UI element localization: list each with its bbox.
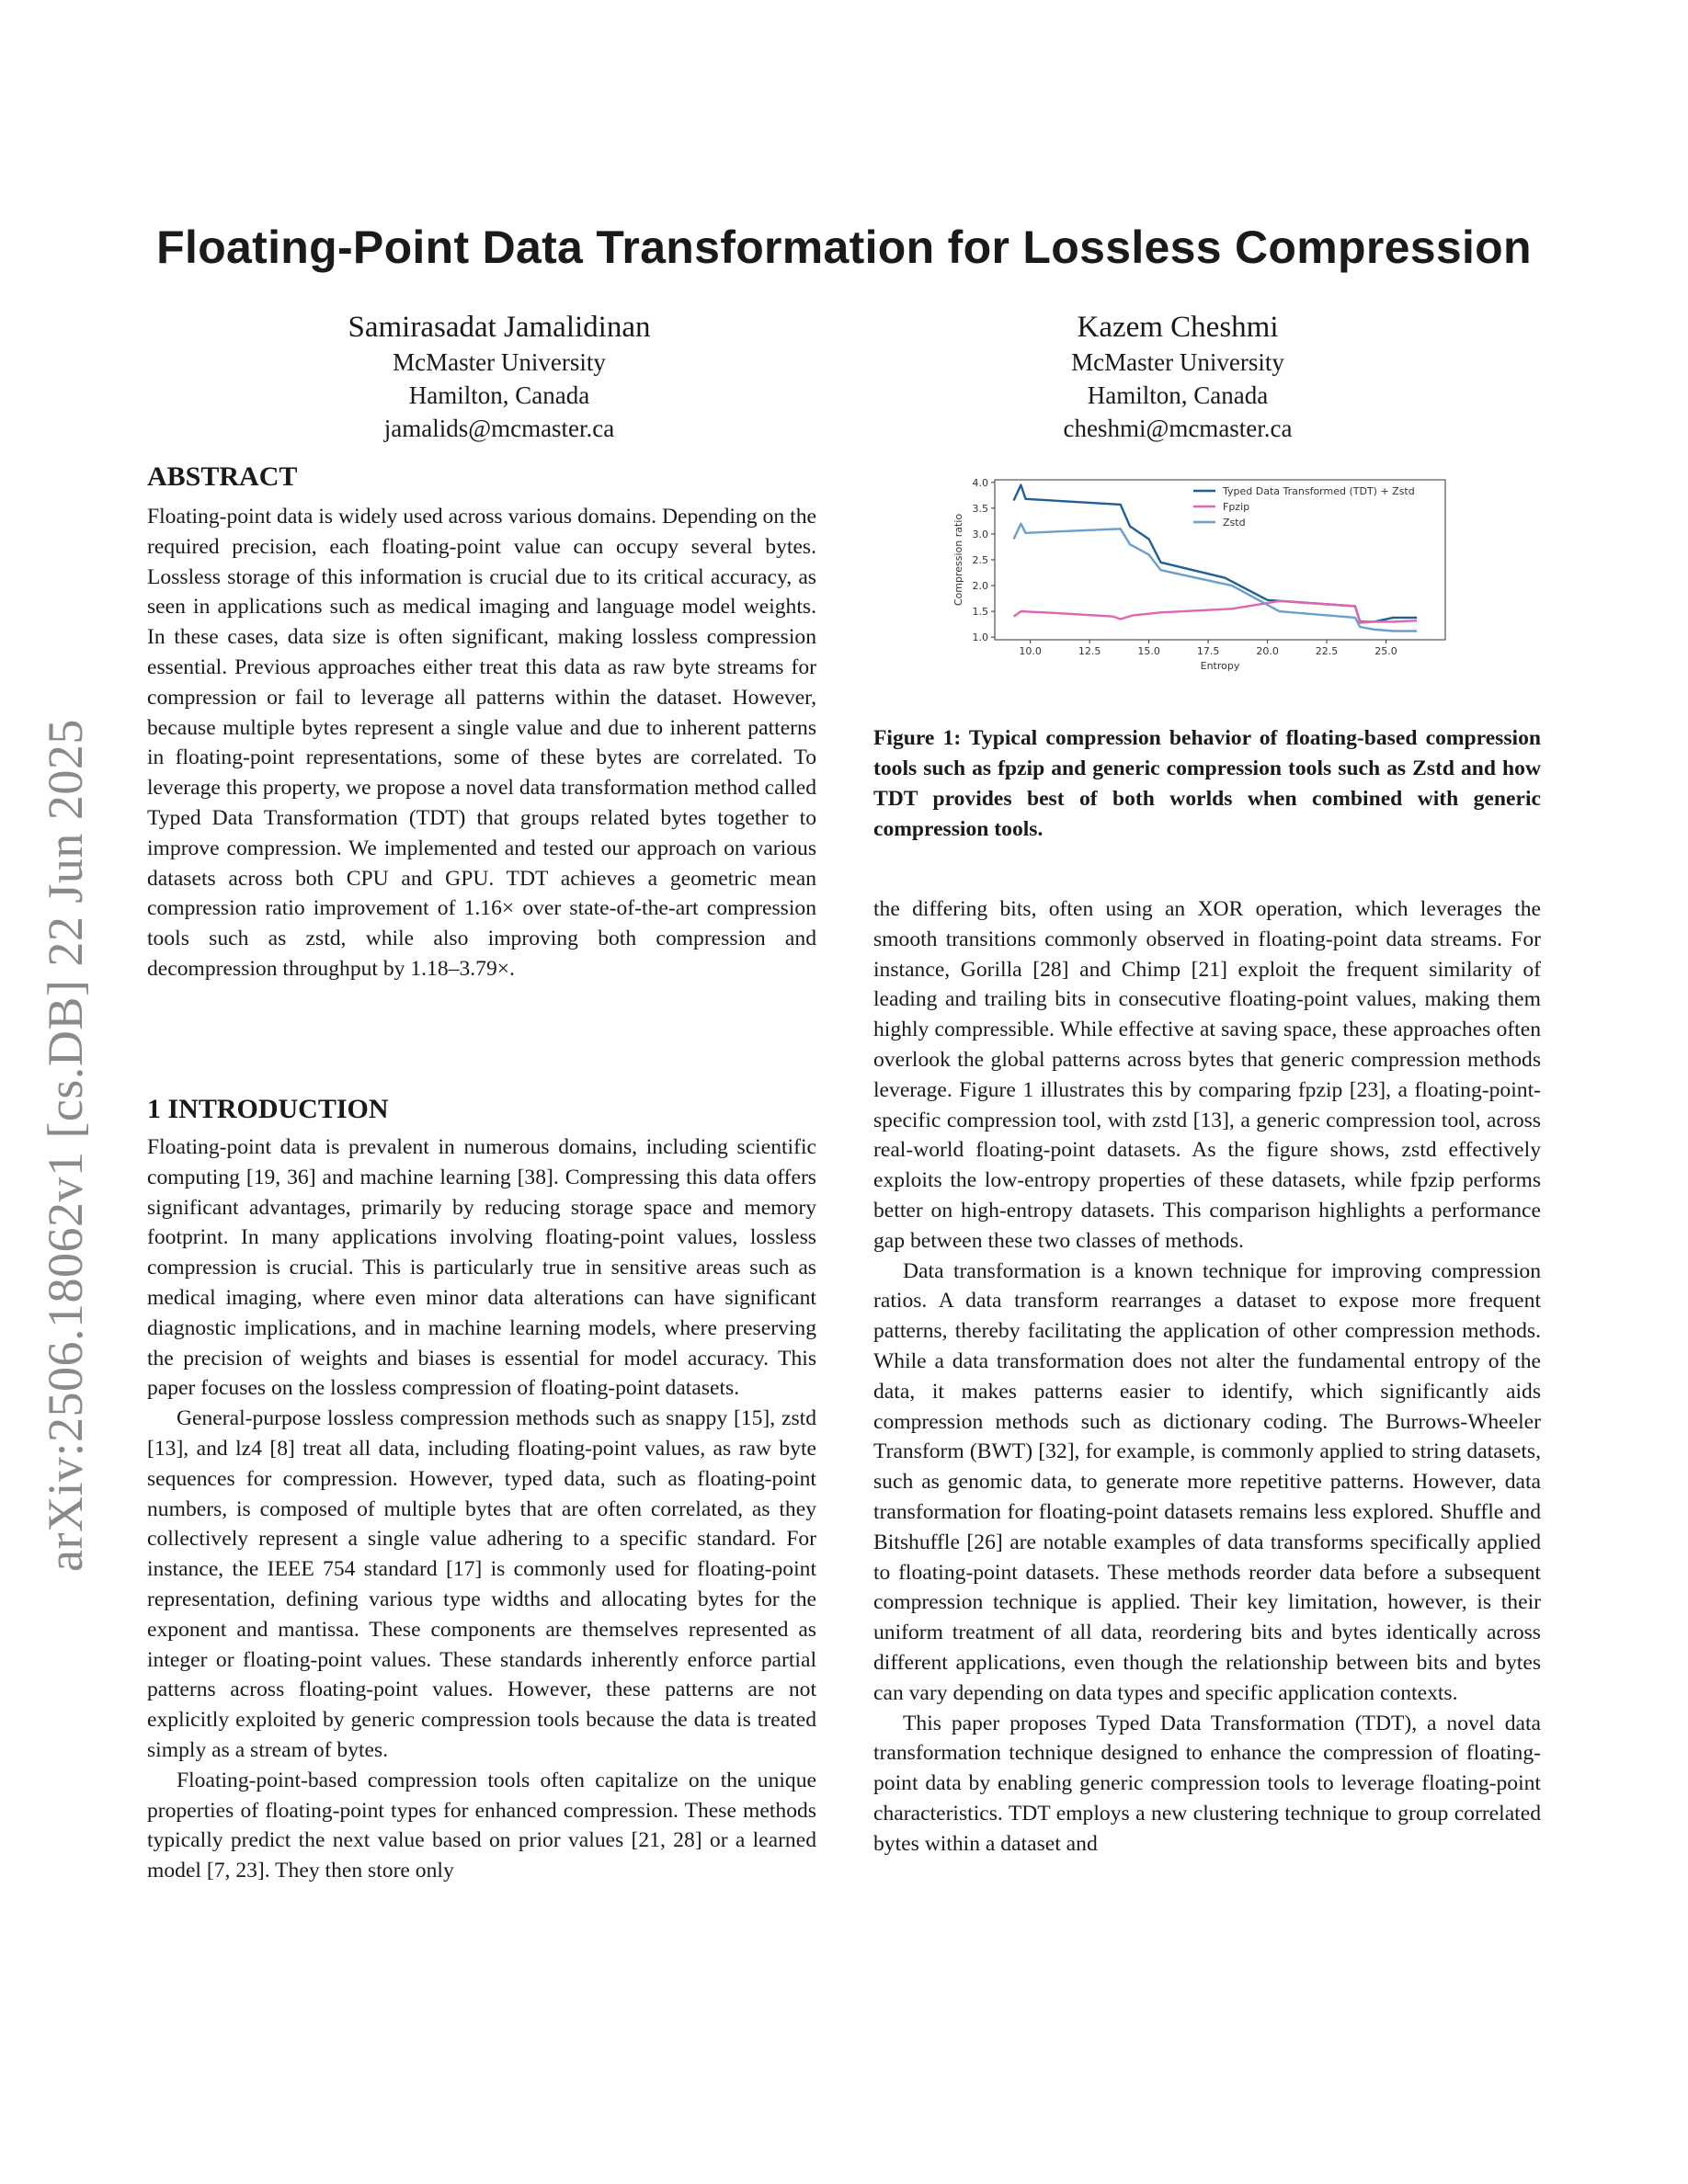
y-tick-label: 2.0 — [972, 580, 988, 593]
author-email[interactable]: cheshmi@mcmaster.ca — [1063, 415, 1293, 442]
figure-1-caption: Figure 1: Typical compression behavior of floating-based compression tools such as fpzip and generic compression tools such as Zstd and how TDT provides best of both worlds when combined with generic compression tools. — [873, 726, 1541, 841]
x-axis-label: Entropy — [1200, 660, 1240, 672]
abstract-text: Floating-point data is widely used across various domains. Depending on the required precision, each floating-point value can occupy several bytes. Lossless storage of this information is crucial due to its critical accuracy, as seen in applications such as medical imaging and language model weights. In these cases, data size is often significant, making lossless compression essential. Previous approaches either treat this data as raw byte streams for compression or fail to leverage all patterns within the dataset. However, because multiple bytes represent a single value and due to inherent patterns in floating-point representations, some of these bytes are correlated. To leverage this property, we propose a novel data transformation method called Typed Data Transformation (TDT) that groups related bytes together to improve compression. We implemented and tested our approach on various datasets across both CPU and GPU. TDT achieves a geometric mean compression ratio improvement of 1.16× over state-of-the-art compression tools such as zstd, while also improving both compression and decompression throughput by 1.18–3.79×. — [147, 505, 816, 981]
legend-label: Fpzip — [1223, 501, 1250, 513]
abstract-section — [147, 461, 816, 984]
introduction-continued — [873, 894, 1541, 1860]
arxiv-identifier: arXiv:2506.18062v1 [cs.DB] 22 Jun 2025 — [38, 719, 93, 1572]
y-tick-label: 3.5 — [972, 502, 988, 515]
y-tick-label: 2.5 — [972, 554, 988, 566]
author-block-2 — [920, 309, 1435, 445]
paper-title: Floating-Point Data Transformation for Lossless Compression — [156, 222, 1532, 273]
x-tick-label: 20.0 — [1256, 645, 1279, 657]
author-location: Hamilton, Canada — [1087, 381, 1269, 409]
intro-paragraph: General-purpose lossless compression methods such as snappy [15], zstd [13], and lz4 [8] treat all data, including floating-point values, as raw byte sequences for compression. However, typed data, such as floating-point numbers, is composed of multiple bytes that are often correlated, as they collectively represent a single value adhering to a specific standard. For instance, the IEEE 754 standard [17] is commonly used for floating-point representation, defining various type widths and allocating bytes for the exponent and mantissa. These components are themselves represented as integer or floating-point values. These standards inherently enforce partial patterns across floating-point values. However, these patterns are not explicitly exploited by generic compression tools because the data is treated simply as a stream of bytes. — [147, 1406, 816, 1762]
introduction-heading: 1 INTRODUCTION — [147, 1094, 389, 1124]
intro-paragraph: Floating-point data is prevalent in numerous domains, including scientific computing [19, 36] and machine learning [38]. Compressing this data offers significant advantages, primarily by reducing storage space and memory footprint. In many applications involving floating-point values, lossless compression is crucial. This is particularly true in sensitive areas such as medical imaging, where even minor data alterations can have significant diagnostic implications, and in machine learning models, where preserving the precision of weights and biases is essential for model accuracy. This paper focuses on the lossless compression of floating-point datasets. — [147, 1135, 816, 1401]
legend-label: Zstd — [1223, 517, 1246, 529]
y-tick-label: 1.0 — [972, 631, 988, 644]
intro-paragraph: Floating-point-based compression tools often capitalize on the unique properties of floating-point types for enhanced compression. These methods typically predict the next value based on prior values [21, 28] or a learned model [7, 23]. They then store only — [147, 1768, 816, 1883]
x-tick-label: 15.0 — [1137, 645, 1160, 657]
y-axis-label: Compression ratio — [952, 513, 964, 607]
intro-paragraph: Data transformation is a known technique for improving compression ratios. A data transform rearranges a dataset to expose more frequent patterns, thereby facilitating the application of other compression methods. While a data transformation does not alter the fundamental entropy of the data, it makes patterns easier to identify, which significantly aids compression methods such as dictionary coding. The Burrows-Wheeler Transform (BWT) [32], for example, is commonly applied to string datasets, such as genomic data, to generate more repetitive patterns. However, data transformation for floating-point datasets remains less explored. Shuffle and Bitshuffle [26] are notable examples of data transforms specifically applied to floating-point datasets. These methods reorder data before a subsequent compression technique is applied. Their key limitation, however, is their uniform treatment of all data, reordering bits and bytes identically across different applications, even though the relationship between bits and bytes can vary depending on data types and specific application contexts. — [873, 1258, 1541, 1705]
introduction-section — [147, 1094, 816, 1886]
author-block-1 — [242, 309, 757, 445]
plot-frame — [995, 480, 1445, 640]
y-tick-label: 3.0 — [972, 528, 988, 540]
author-affiliation: McMaster University — [1071, 348, 1284, 376]
x-tick-label: 22.5 — [1315, 645, 1339, 657]
x-tick-label: 12.5 — [1078, 645, 1101, 657]
y-tick-label: 4.0 — [972, 476, 988, 489]
x-tick-label: 25.0 — [1374, 645, 1397, 657]
author-email[interactable]: jamalids@mcmaster.ca — [383, 415, 615, 442]
author-name: Kazem Cheshmi — [1077, 311, 1279, 344]
author-location: Hamilton, Canada — [408, 381, 590, 409]
author-name: Samirasadat Jamalidinan — [348, 311, 651, 344]
intro-paragraph: the differing bits, often using an XOR operation, which leverages the smooth transitions commonly observed in floating-point data streams. For instance, Gorilla [28] and Chimp [21] exploit the frequent similarity of leading and trailing bits in consecutive floating-point values, making them highly compressible. While effective at saving space, these approaches often overlook the global patterns across bytes that generic compression methods leverage. Figure 1 illustrates this by comparing fpzip [23], a floating-point-specific compression tool, with zstd [13], a generic compression tool, across real-world floating-point datasets. As the figure shows, zstd effectively exploits the low-entropy properties of these datasets, while fpzip performs better on high-entropy datasets. This comparison highlights a performance gap between these two classes of methods. — [873, 897, 1541, 1253]
legend-label: Typed Data Transformed (TDT) + Zstd — [1223, 485, 1415, 497]
figure-1-caption-block — [873, 723, 1541, 845]
author-affiliation: McMaster University — [393, 348, 606, 376]
intro-paragraph: This paper proposes Typed Data Transformation (TDT), a novel data transformation technique designed to enhance the compression of floating-point data by enabling generic compression tools to leverage floating-point characteristics. TDT employs a new clustering technique to group correlated bytes within a dataset and — [873, 1711, 1541, 1856]
x-tick-label: 10.0 — [1019, 645, 1042, 657]
abstract-heading: ABSTRACT — [147, 461, 298, 492]
y-tick-label: 1.5 — [972, 606, 988, 619]
compression-chart-svg — [947, 469, 1480, 680]
figure-1-chart — [947, 469, 1480, 680]
x-tick-label: 17.5 — [1196, 645, 1220, 657]
